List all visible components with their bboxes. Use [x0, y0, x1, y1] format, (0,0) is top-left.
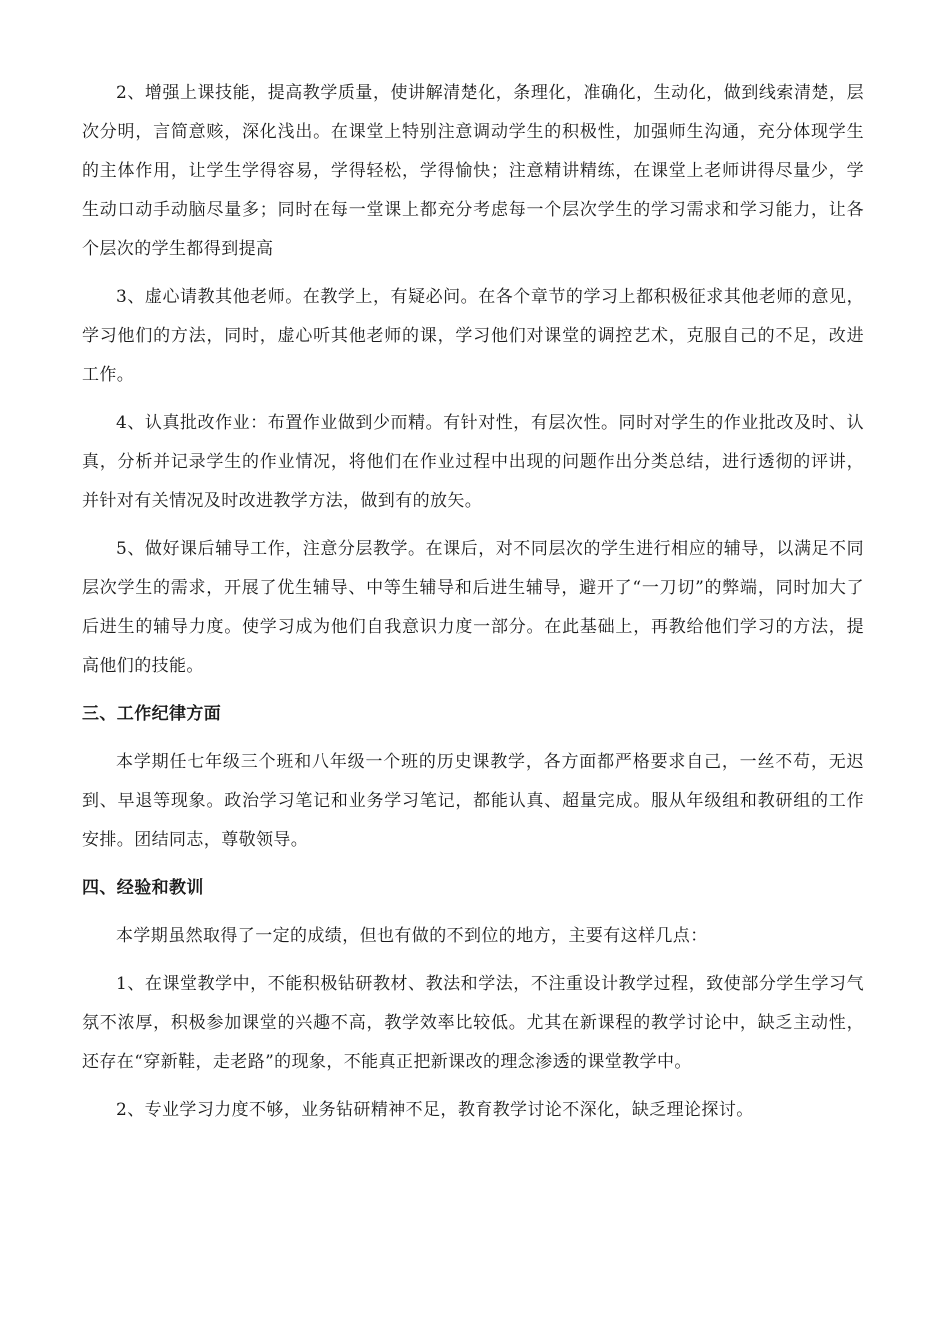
paragraph-lesson-1: 1、在课堂教学中，不能积极钻研教材、教法和学法，不注重设计教学过程，致使部分学生学习气氛不浓厚，积极参加课堂的兴趣不高，教学效率比较低。尤其在新课程的教学讨论中，缺乏主动性，还存在“穿新鞋，走老路”的现象，不能真正把新课改的理念渗透的课堂教学中。 — [82, 974, 864, 1072]
paragraph-lessons-intro: 本学期虽然取得了一定的成绩，但也有做的不到位的地方，主要有这样几点： — [116, 926, 708, 946]
paragraph-homework: 4、认真批改作业：布置作业做到少而精。有针对性，有层次性。同时对学生的作业批改及时、认真，分析并记录学生的作业情况，将他们在作业过程中出现的问题作出分类总结，进行透彻的评讲，并针对有关情况及时改进教学方法，做到有的放矢。 — [82, 413, 864, 511]
heading-lessons: 四、经验和教训 — [82, 878, 204, 898]
paragraph-tutoring: 5、做好课后辅导工作，注意分层教学。在课后，对不同层次的学生进行相应的辅导，以满足不同层次学生的需求，开展了优生辅导、中等生辅导和后进生辅导，避开了“一刀切”的弊端，同时加大了后进生的辅导力度。使学习成为他们自我意识力度一部分。在此基础上，再教给他们学习的方法，提高他们的技能。 — [82, 539, 864, 676]
heading-work-discipline: 三、工作纪律方面 — [82, 704, 222, 724]
paragraph-learn-from-teachers: 3、虚心请教其他老师。在教学上，有疑必问。在各个章节的学习上都积极征求其他老师的意见，学习他们的方法，同时，虚心听其他老师的课，学习他们对课堂的调控艺术，克服自己的不足，改进工作。 — [82, 287, 864, 385]
document-page — [82, 74, 864, 1130]
paragraph-lesson-2: 2、专业学习力度不够，业务钻研精神不足，教育教学讨论不深化，缺乏理论探讨。 — [116, 1100, 754, 1120]
paragraph-discipline: 本学期任七年级三个班和八年级一个班的历史课教学，各方面都严格要求自己，一丝不苟，无迟到、早退等现象。政治学习笔记和业务学习笔记，都能认真、超量完成。服从年级组和教研组的工作安排。团结同志，尊敬领导。 — [82, 752, 864, 850]
paragraph-skills: 2、增强上课技能，提高教学质量，使讲解清楚化，条理化，准确化，生动化，做到线索清楚，层次分明，言简意赅，深化浅出。在课堂上特别注意调动学生的积极性，加强师生沟通，充分体现学生的主体作用，让学生学得容易，学得轻松，学得愉快；注意精讲精练，在课堂上老师讲得尽量少，学生动口动手动脑尽量多；同时在每一堂课上都充分考虑每一个层次学生的学习需求和学习能力，让各个层次的学生都得到提高 — [82, 83, 864, 259]
